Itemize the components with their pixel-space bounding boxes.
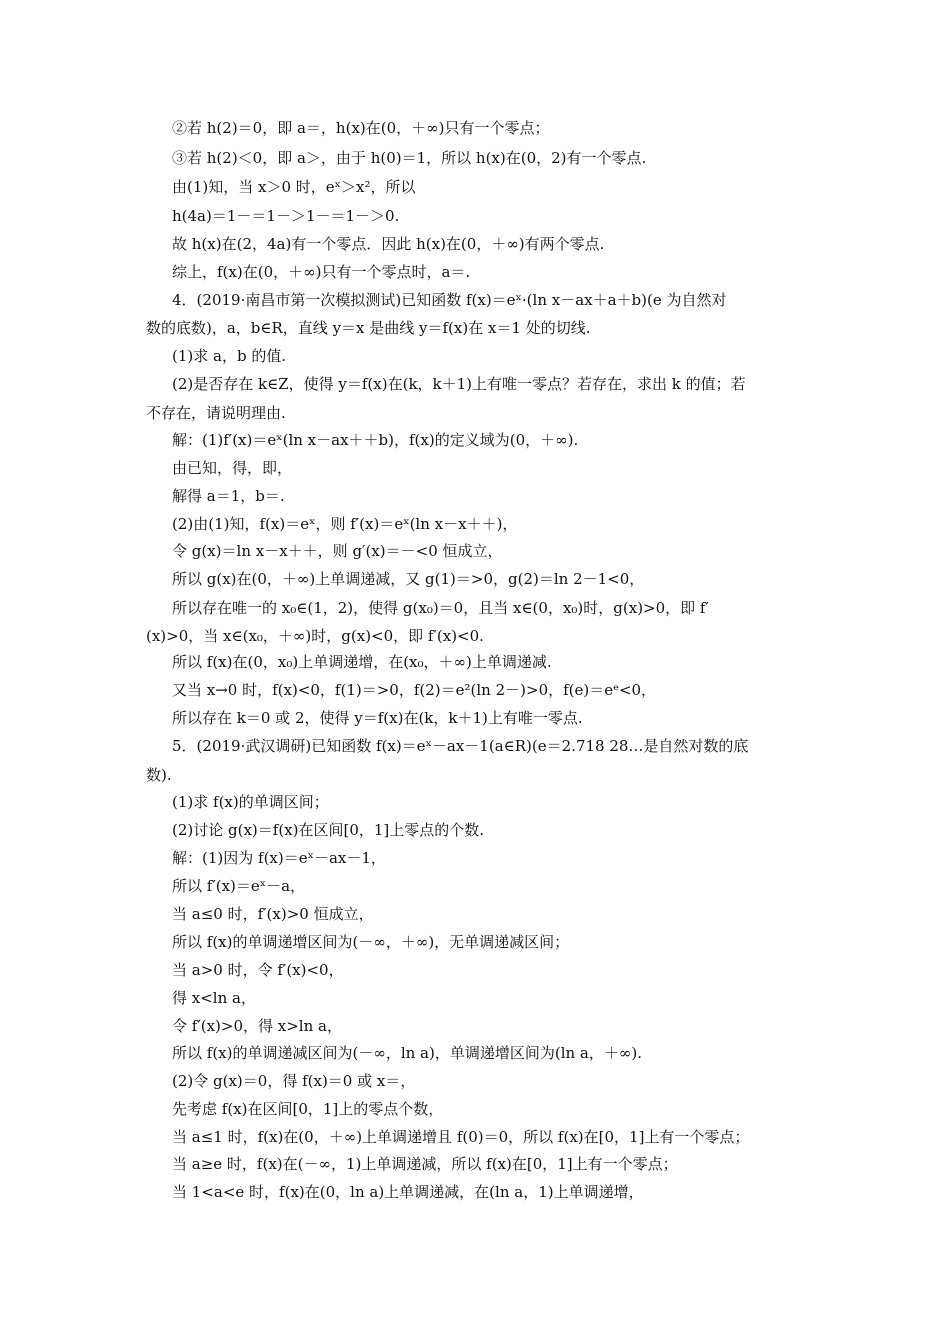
text-line: (2)由(1)知，f(x)＝eˣ，则 f′(x)＝eˣ(ln x－x＋＋)， — [172, 515, 518, 533]
text-line: (1)求 a，b 的值. — [172, 347, 287, 365]
problem-4-heading: 4．(2019·南昌市第一次模拟测试)已知函数 f(x)＝eˣ·(ln x－ax＋a＋b)(e 为自然对 — [172, 291, 727, 309]
text-line: 令 f′(x)>0，得 x>ln a， — [172, 1017, 342, 1035]
text-line: 所以存在唯一的 x₀∈(1，2)，使得 g(x₀)＝0，且当 x∈(0，x₀)时，g(x)>0，即 f′ — [172, 599, 709, 617]
text-line: 当 a>0 时，令 f′(x)<0， — [172, 961, 344, 979]
text-line: 先考虑 f(x)在区间[0，1]上的零点个数， — [172, 1100, 444, 1118]
text-line: 又当 x→0 时，f(x)<0，f(1)＝>0，f(2)＝e²(ln 2－)>0，f(e)＝eᵉ<0， — [172, 681, 657, 699]
text-line: 当 a≥e 时，f(x)在(－∞，1)上单调递减，所以 f(x)在[0，1]上有一个零点； — [172, 1155, 678, 1173]
text-line: (2)令 g(x)＝0，得 f(x)＝0 或 x＝， — [172, 1072, 416, 1090]
text-line: 得 x<ln a， — [172, 989, 256, 1007]
text-line: (2)是否存在 k∈Z，使得 y＝f(x)在(k，k＋1)上有唯一零点？若存在，求出 k 的值；若 — [172, 375, 746, 393]
text-line: (1)求 f(x)的单调区间； — [172, 793, 329, 811]
text-line: 数的底数)，a，b∈R，直线 y＝x 是曲线 y＝f(x)在 x＝1 处的切线. — [146, 319, 591, 337]
text-line: 解：(1)因为 f(x)＝eˣ－ax－1， — [172, 849, 386, 867]
text-line: 当 a≤1 时，f(x)在(0，＋∞)上单调递增且 f(0)＝0，所以 f(x)在[0，1]上有一个零点； — [172, 1128, 750, 1146]
text-line: 所以存在 k＝0 或 2，使得 y＝f(x)在(k，k＋1)上有唯一零点. — [172, 709, 583, 727]
text-line: 所以 f(x)在(0，x₀)上单调递增，在(x₀，＋∞)上单调递减. — [172, 653, 552, 671]
text-line: (2)讨论 g(x)＝f(x)在区间[0，1]上零点的个数. — [172, 821, 485, 839]
text-line: 当 a≤0 时，f′(x)>0 恒成立， — [172, 905, 374, 923]
text-line: 数). — [146, 766, 172, 784]
text-line: 解：(1)f′(x)＝eˣ(ln x－ax＋＋b)，f(x)的定义域为(0，＋∞). — [172, 431, 579, 449]
text-line: 综上，f(x)在(0，＋∞)只有一个零点时，a＝. — [172, 263, 471, 281]
text-line: 不存在，请说明理由. — [146, 404, 286, 422]
text-line: 由已知，得，即， — [172, 459, 293, 477]
text-line: 由(1)知，当 x＞0 时，eˣ＞x²，所以 — [172, 178, 416, 196]
problem-5-heading: 5．(2019·武汉调研)已知函数 f(x)＝eˣ－ax－1(a∈R)(e＝2.718 28…是自然对数的底 — [172, 737, 749, 755]
text-line: 所以 f′(x)＝eˣ－a， — [172, 877, 306, 895]
text-line: 令 g(x)＝ln x－x＋＋，则 g′(x)＝－<0 恒成立， — [172, 542, 503, 560]
text-line: 所以 g(x)在(0，＋∞)上单调递减，又 g(1)＝>0，g(2)＝ln 2－1<0， — [172, 570, 645, 588]
text-line: 所以 f(x)的单调递减区间为(－∞，ln a)，单调递增区间为(ln a，＋∞). — [172, 1044, 642, 1062]
text-line: h(4a)＝1－＝1－＞1－＝1－＞0. — [172, 207, 400, 225]
text-line: (x)>0，当 x∈(x₀，＋∞)时，g(x)<0，即 f′(x)<0. — [146, 627, 484, 645]
text-line: ②若 h(2)＝0，即 a＝，h(x)在(0，＋∞)只有一个零点； — [172, 119, 550, 137]
text-line: 解得 a＝1，b＝. — [172, 487, 285, 505]
text-line: 故 h(x)在(2，4a)有一个零点．因此 h(x)在(0，＋∞)有两个零点. — [172, 235, 605, 253]
text-line: 当 1<a<e 时，f(x)在(0，ln a)上单调递减，在(ln a，1)上单调递增， — [172, 1183, 644, 1201]
text-line: ③若 h(2)＜0，即 a＞，由于 h(0)＝1，所以 h(x)在(0，2)有一个零点. — [172, 149, 647, 167]
text-line: 所以 f(x)的单调递增区间为(－∞，＋∞)，无单调递减区间； — [172, 933, 570, 951]
